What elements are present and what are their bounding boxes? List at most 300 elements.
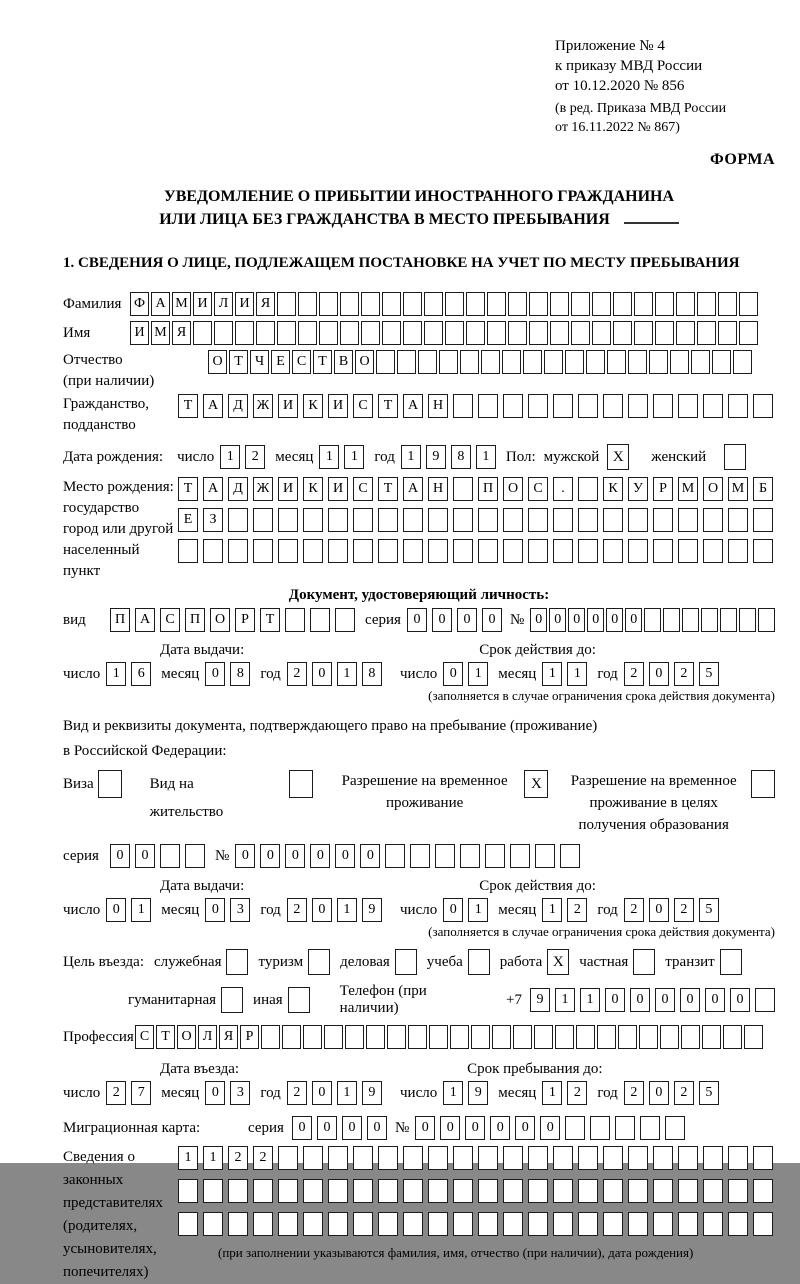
char-cell[interactable] (670, 350, 689, 374)
char-cell[interactable] (235, 321, 254, 345)
char-cell[interactable] (203, 539, 223, 563)
char-cell[interactable] (578, 1146, 598, 1170)
char-cell[interactable] (503, 1146, 523, 1170)
char-cell[interactable]: 1 (220, 445, 240, 469)
char-cell[interactable] (408, 1025, 427, 1049)
char-cell[interactable] (676, 292, 695, 316)
char-cell[interactable]: С (528, 477, 548, 501)
char-cell[interactable] (481, 350, 500, 374)
char-cell[interactable] (397, 350, 416, 374)
char-cell[interactable] (345, 1025, 364, 1049)
char-cell[interactable]: 0 (540, 1116, 560, 1140)
char-cell[interactable] (703, 539, 723, 563)
char-cell[interactable] (728, 539, 748, 563)
private-checkbox[interactable] (633, 949, 655, 975)
char-cell[interactable]: 1 (555, 988, 575, 1012)
char-cell[interactable] (613, 321, 632, 345)
char-cell[interactable]: 0 (649, 898, 669, 922)
char-cell[interactable]: И (328, 477, 348, 501)
char-cell[interactable] (723, 1025, 742, 1049)
char-cell[interactable] (681, 1025, 700, 1049)
char-cell[interactable] (453, 1179, 473, 1203)
char-cell[interactable] (576, 1025, 595, 1049)
char-cell[interactable] (410, 844, 430, 868)
char-cell[interactable] (298, 292, 317, 316)
char-cell[interactable]: 1 (337, 1081, 357, 1105)
char-cell[interactable]: А (203, 477, 223, 501)
char-cell[interactable]: 0 (515, 1116, 535, 1140)
tourism-checkbox[interactable] (308, 949, 330, 975)
char-cell[interactable]: К (303, 394, 323, 418)
char-cell[interactable] (728, 1179, 748, 1203)
char-cell[interactable] (528, 1212, 548, 1236)
char-cell[interactable] (565, 1116, 585, 1140)
char-cell[interactable] (603, 539, 623, 563)
char-cell[interactable] (328, 539, 348, 563)
char-cell[interactable] (428, 539, 448, 563)
char-cell[interactable] (453, 394, 473, 418)
char-cell[interactable] (228, 1179, 248, 1203)
char-cell[interactable]: Н (428, 394, 448, 418)
char-cell[interactable] (319, 321, 338, 345)
char-cell[interactable] (649, 350, 668, 374)
char-cell[interactable] (618, 1025, 637, 1049)
char-cell[interactable] (403, 1146, 423, 1170)
char-cell[interactable]: Т (178, 477, 198, 501)
char-cell[interactable] (753, 508, 773, 532)
char-cell[interactable]: С (353, 477, 373, 501)
char-cell[interactable] (678, 1179, 698, 1203)
char-cell[interactable] (439, 350, 458, 374)
char-cell[interactable] (718, 292, 737, 316)
char-cell[interactable] (590, 1116, 610, 1140)
char-cell[interactable] (485, 844, 505, 868)
char-cell[interactable]: 0 (205, 662, 225, 686)
char-cell[interactable] (310, 608, 330, 632)
char-cell[interactable]: Т (229, 350, 248, 374)
char-cell[interactable]: 2 (245, 445, 265, 469)
char-cell[interactable] (578, 1179, 598, 1203)
char-cell[interactable] (628, 350, 647, 374)
char-cell[interactable] (560, 844, 580, 868)
char-cell[interactable]: 0 (285, 844, 305, 868)
char-cell[interactable]: О (355, 350, 374, 374)
char-cell[interactable]: 0 (549, 608, 566, 632)
char-cell[interactable]: 0 (649, 1081, 669, 1105)
char-cell[interactable]: С (160, 608, 180, 632)
char-cell[interactable] (256, 321, 275, 345)
char-cell[interactable] (428, 508, 448, 532)
char-cell[interactable] (428, 1179, 448, 1203)
char-cell[interactable] (460, 350, 479, 374)
char-cell[interactable] (453, 1212, 473, 1236)
char-cell[interactable] (418, 350, 437, 374)
char-cell[interactable] (528, 1179, 548, 1203)
char-cell[interactable]: 1 (344, 445, 364, 469)
char-cell[interactable]: 0 (605, 988, 625, 1012)
char-cell[interactable] (487, 292, 506, 316)
char-cell[interactable]: 0 (457, 608, 477, 632)
char-cell[interactable] (228, 1212, 248, 1236)
char-cell[interactable] (529, 321, 548, 345)
char-cell[interactable] (644, 608, 661, 632)
char-cell[interactable] (503, 539, 523, 563)
char-cell[interactable] (578, 539, 598, 563)
char-cell[interactable] (378, 508, 398, 532)
char-cell[interactable] (453, 477, 473, 501)
char-cell[interactable]: 8 (451, 445, 471, 469)
char-cell[interactable]: 0 (360, 844, 380, 868)
char-cell[interactable] (753, 1146, 773, 1170)
char-cell[interactable] (753, 394, 773, 418)
char-cell[interactable]: 0 (260, 844, 280, 868)
other-purpose-checkbox[interactable] (288, 987, 310, 1013)
char-cell[interactable] (403, 508, 423, 532)
char-cell[interactable]: Т (178, 394, 198, 418)
char-cell[interactable]: 1 (131, 898, 151, 922)
char-cell[interactable]: К (303, 477, 323, 501)
char-cell[interactable] (253, 1212, 273, 1236)
char-cell[interactable] (720, 608, 737, 632)
char-cell[interactable] (303, 508, 323, 532)
char-cell[interactable]: И (278, 477, 298, 501)
char-cell[interactable]: И (193, 292, 212, 316)
char-cell[interactable]: 0 (367, 1116, 387, 1140)
char-cell[interactable] (678, 539, 698, 563)
char-cell[interactable] (628, 1212, 648, 1236)
char-cell[interactable]: 0 (205, 1081, 225, 1105)
visa-checkbox[interactable] (98, 770, 122, 798)
char-cell[interactable] (528, 539, 548, 563)
char-cell[interactable] (703, 394, 723, 418)
char-cell[interactable]: Т (313, 350, 332, 374)
char-cell[interactable]: 9 (530, 988, 550, 1012)
char-cell[interactable] (335, 608, 355, 632)
char-cell[interactable] (755, 988, 775, 1012)
char-cell[interactable]: 5 (699, 1081, 719, 1105)
char-cell[interactable] (428, 1212, 448, 1236)
char-cell[interactable] (328, 1146, 348, 1170)
char-cell[interactable]: 0 (443, 662, 463, 686)
char-cell[interactable]: 2 (106, 1081, 126, 1105)
char-cell[interactable]: А (403, 394, 423, 418)
char-cell[interactable] (510, 844, 530, 868)
char-cell[interactable] (378, 539, 398, 563)
char-cell[interactable]: 2 (287, 1081, 307, 1105)
char-cell[interactable] (340, 292, 359, 316)
char-cell[interactable]: 0 (235, 844, 255, 868)
char-cell[interactable] (478, 1212, 498, 1236)
char-cell[interactable]: 0 (465, 1116, 485, 1140)
char-cell[interactable]: 5 (699, 898, 719, 922)
char-cell[interactable] (739, 321, 758, 345)
char-cell[interactable] (592, 321, 611, 345)
char-cell[interactable] (634, 292, 653, 316)
char-cell[interactable] (528, 1146, 548, 1170)
char-cell[interactable]: 2 (674, 662, 694, 686)
char-cell[interactable]: 7 (131, 1081, 151, 1105)
char-cell[interactable]: Я (219, 1025, 238, 1049)
char-cell[interactable] (303, 1146, 323, 1170)
char-cell[interactable] (450, 1025, 469, 1049)
char-cell[interactable] (739, 608, 756, 632)
char-cell[interactable] (655, 292, 674, 316)
char-cell[interactable] (676, 321, 695, 345)
char-cell[interactable]: 0 (312, 1081, 332, 1105)
char-cell[interactable]: 0 (335, 844, 355, 868)
char-cell[interactable] (403, 1212, 423, 1236)
char-cell[interactable] (523, 350, 542, 374)
char-cell[interactable]: А (403, 477, 423, 501)
char-cell[interactable] (403, 1179, 423, 1203)
char-cell[interactable] (203, 1212, 223, 1236)
char-cell[interactable]: 1 (106, 662, 126, 686)
char-cell[interactable] (603, 1146, 623, 1170)
char-cell[interactable] (453, 1146, 473, 1170)
char-cell[interactable] (328, 1179, 348, 1203)
char-cell[interactable] (502, 350, 521, 374)
char-cell[interactable] (387, 1025, 406, 1049)
char-cell[interactable] (353, 539, 373, 563)
char-cell[interactable] (424, 292, 443, 316)
char-cell[interactable] (653, 394, 673, 418)
char-cell[interactable]: И (130, 321, 149, 345)
char-cell[interactable] (603, 1212, 623, 1236)
char-cell[interactable] (303, 1179, 323, 1203)
char-cell[interactable] (578, 477, 598, 501)
char-cell[interactable] (478, 1146, 498, 1170)
char-cell[interactable] (571, 321, 590, 345)
char-cell[interactable] (353, 508, 373, 532)
char-cell[interactable] (653, 508, 673, 532)
char-cell[interactable]: 2 (567, 898, 587, 922)
title-blank-underline[interactable] (624, 210, 679, 224)
char-cell[interactable] (728, 1146, 748, 1170)
char-cell[interactable] (487, 321, 506, 345)
char-cell[interactable] (578, 508, 598, 532)
char-cell[interactable] (278, 1146, 298, 1170)
char-cell[interactable] (653, 1146, 673, 1170)
char-cell[interactable] (282, 1025, 301, 1049)
char-cell[interactable]: 1 (468, 662, 488, 686)
char-cell[interactable] (403, 292, 422, 316)
study-checkbox[interactable] (468, 949, 490, 975)
char-cell[interactable] (478, 508, 498, 532)
char-cell[interactable] (528, 508, 548, 532)
work-checkbox[interactable]: X (547, 949, 569, 975)
char-cell[interactable] (453, 508, 473, 532)
char-cell[interactable] (615, 1116, 635, 1140)
char-cell[interactable] (508, 321, 527, 345)
char-cell[interactable] (328, 1212, 348, 1236)
char-cell[interactable] (278, 508, 298, 532)
char-cell[interactable] (378, 1212, 398, 1236)
temp-permit-checkbox[interactable]: X (524, 770, 548, 798)
char-cell[interactable]: 0 (292, 1116, 312, 1140)
char-cell[interactable]: 0 (342, 1116, 362, 1140)
char-cell[interactable] (376, 350, 395, 374)
char-cell[interactable]: В (334, 350, 353, 374)
char-cell[interactable]: 1 (337, 898, 357, 922)
char-cell[interactable] (324, 1025, 343, 1049)
char-cell[interactable]: Т (156, 1025, 175, 1049)
char-cell[interactable] (445, 292, 464, 316)
char-cell[interactable]: 2 (287, 662, 307, 686)
char-cell[interactable] (578, 394, 598, 418)
char-cell[interactable]: 6 (131, 662, 151, 686)
char-cell[interactable] (728, 1212, 748, 1236)
char-cell[interactable]: 0 (443, 898, 463, 922)
char-cell[interactable]: 0 (649, 662, 669, 686)
char-cell[interactable] (702, 1025, 721, 1049)
char-cell[interactable]: Т (378, 394, 398, 418)
char-cell[interactable] (758, 608, 775, 632)
char-cell[interactable]: 2 (624, 1081, 644, 1105)
char-cell[interactable]: 1 (542, 898, 562, 922)
char-cell[interactable]: 9 (468, 1081, 488, 1105)
char-cell[interactable]: 9 (426, 445, 446, 469)
char-cell[interactable]: 0 (625, 608, 642, 632)
char-cell[interactable] (534, 1025, 553, 1049)
char-cell[interactable] (603, 1179, 623, 1203)
char-cell[interactable]: Т (378, 477, 398, 501)
char-cell[interactable] (503, 394, 523, 418)
transit-checkbox[interactable] (720, 949, 742, 975)
char-cell[interactable] (278, 1212, 298, 1236)
char-cell[interactable] (178, 1179, 198, 1203)
char-cell[interactable] (503, 1212, 523, 1236)
char-cell[interactable] (328, 508, 348, 532)
char-cell[interactable]: О (208, 350, 227, 374)
char-cell[interactable] (382, 292, 401, 316)
char-cell[interactable]: Ж (253, 477, 273, 501)
char-cell[interactable]: О (703, 477, 723, 501)
char-cell[interactable] (586, 350, 605, 374)
char-cell[interactable] (628, 1146, 648, 1170)
char-cell[interactable]: 0 (432, 608, 452, 632)
char-cell[interactable] (466, 292, 485, 316)
char-cell[interactable]: М (728, 477, 748, 501)
char-cell[interactable]: А (135, 608, 155, 632)
char-cell[interactable]: 0 (655, 988, 675, 1012)
char-cell[interactable]: 8 (362, 662, 382, 686)
char-cell[interactable] (460, 844, 480, 868)
char-cell[interactable] (640, 1116, 660, 1140)
char-cell[interactable]: С (135, 1025, 154, 1049)
char-cell[interactable] (701, 608, 718, 632)
char-cell[interactable] (361, 321, 380, 345)
char-cell[interactable]: 5 (699, 662, 719, 686)
char-cell[interactable]: 0 (312, 662, 332, 686)
char-cell[interactable] (739, 292, 758, 316)
business-checkbox[interactable] (395, 949, 417, 975)
char-cell[interactable] (253, 1179, 273, 1203)
char-cell[interactable]: Я (172, 321, 191, 345)
char-cell[interactable] (607, 350, 626, 374)
char-cell[interactable]: М (172, 292, 191, 316)
char-cell[interactable]: 0 (606, 608, 623, 632)
char-cell[interactable] (403, 539, 423, 563)
char-cell[interactable] (278, 1179, 298, 1203)
char-cell[interactable] (733, 350, 752, 374)
char-cell[interactable]: Я (256, 292, 275, 316)
char-cell[interactable] (571, 292, 590, 316)
char-cell[interactable]: 9 (362, 898, 382, 922)
char-cell[interactable] (553, 1212, 573, 1236)
char-cell[interactable]: 0 (482, 608, 502, 632)
char-cell[interactable] (703, 508, 723, 532)
char-cell[interactable] (228, 539, 248, 563)
char-cell[interactable] (703, 1212, 723, 1236)
char-cell[interactable] (753, 1179, 773, 1203)
char-cell[interactable] (682, 608, 699, 632)
char-cell[interactable] (353, 1179, 373, 1203)
char-cell[interactable] (403, 321, 422, 345)
char-cell[interactable] (655, 321, 674, 345)
char-cell[interactable] (445, 321, 464, 345)
char-cell[interactable] (565, 350, 584, 374)
char-cell[interactable]: 1 (203, 1146, 223, 1170)
char-cell[interactable]: 3 (230, 1081, 250, 1105)
char-cell[interactable]: 1 (178, 1146, 198, 1170)
char-cell[interactable] (277, 321, 296, 345)
char-cell[interactable] (378, 1146, 398, 1170)
char-cell[interactable] (253, 508, 273, 532)
char-cell[interactable]: Р (240, 1025, 259, 1049)
char-cell[interactable] (553, 394, 573, 418)
char-cell[interactable]: П (478, 477, 498, 501)
char-cell[interactable]: Д (228, 394, 248, 418)
char-cell[interactable]: Т (260, 608, 280, 632)
char-cell[interactable] (703, 1146, 723, 1170)
char-cell[interactable]: 0 (407, 608, 427, 632)
edu-permit-checkbox[interactable] (751, 770, 775, 798)
char-cell[interactable]: Е (178, 508, 198, 532)
char-cell[interactable] (597, 1025, 616, 1049)
char-cell[interactable] (353, 1146, 373, 1170)
char-cell[interactable]: Д (228, 477, 248, 501)
char-cell[interactable]: Б (753, 477, 773, 501)
char-cell[interactable]: Ж (253, 394, 273, 418)
char-cell[interactable]: С (292, 350, 311, 374)
char-cell[interactable] (653, 1179, 673, 1203)
char-cell[interactable] (303, 1212, 323, 1236)
char-cell[interactable] (478, 394, 498, 418)
char-cell[interactable] (253, 539, 273, 563)
char-cell[interactable] (193, 321, 212, 345)
char-cell[interactable]: Р (653, 477, 673, 501)
char-cell[interactable] (663, 608, 680, 632)
gender-male-checkbox[interactable]: X (607, 444, 629, 470)
char-cell[interactable] (639, 1025, 658, 1049)
char-cell[interactable] (578, 1212, 598, 1236)
char-cell[interactable] (744, 1025, 763, 1049)
char-cell[interactable] (453, 539, 473, 563)
char-cell[interactable] (492, 1025, 511, 1049)
char-cell[interactable] (285, 608, 305, 632)
char-cell[interactable] (691, 350, 710, 374)
char-cell[interactable]: 1 (580, 988, 600, 1012)
char-cell[interactable] (703, 1179, 723, 1203)
char-cell[interactable] (697, 292, 716, 316)
char-cell[interactable] (503, 508, 523, 532)
char-cell[interactable] (382, 321, 401, 345)
char-cell[interactable]: И (278, 394, 298, 418)
char-cell[interactable]: И (235, 292, 254, 316)
char-cell[interactable]: 8 (230, 662, 250, 686)
char-cell[interactable] (513, 1025, 532, 1049)
char-cell[interactable]: О (177, 1025, 196, 1049)
